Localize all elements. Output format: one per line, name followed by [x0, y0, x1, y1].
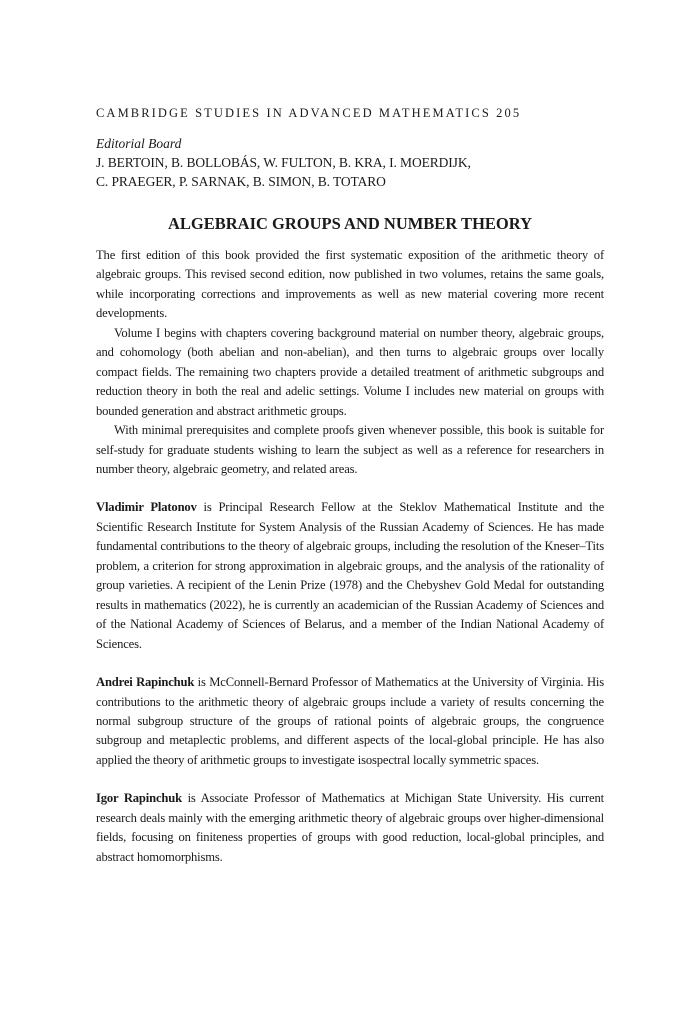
description-paragraph-2: Volume I begins with chapters covering background material on number theory, algebraic groups, and cohomology (both abelian and non-abelian), and then turns to algebraic groups over locally compact fields. The remaining two chapters provide a detailed treatment of arithmetic subgroups and reduction theory in both the real and adelic settings. Volume I includes new material on groups with bounded generation and abstract arithmetic groups. [96, 325, 604, 418]
description-paragraph-3: With minimal prerequisites and complete proofs given whenever possible, this book is suitable for self-study for graduate students wishing to learn the subject as well as a reference for researchers in number theory, algebraic geometry, and related areas. [96, 423, 604, 476]
author-bio-platonov [96, 498, 604, 654]
series-title: CAMBRIDGE STUDIES IN ADVANCED MATHEMATICS 205 [96, 106, 522, 120]
description-paragraph-1: The first edition of this book provided the first systematic exposition of the arithmetic theory of algebraic groups. This revised second edition, now published in two volumes, retains the same goals, while incorporating corrections and improvements as well as new material covering more recent developments. [96, 248, 604, 321]
author-name: Andrei Rapinchuk [96, 675, 195, 690]
author-name: Igor Rapinchuk [96, 791, 182, 806]
editorial-board-line-2: C. PRAEGER, P. SARNAK, B. SIMON, B. TOTARO [96, 174, 386, 189]
author-bio-text: is Principal Research Fellow at the Steklov Mathematical Institute and the Scientific Research Institute for System Analysis of the Russian Academy of Sciences. He has made fundamental contributions to the theory of algebraic groups, including the resolution of the Kneser–Tits problem, a criterion for strong approximation in algebraic groups, and the analysis of the rationality of group varieties. A recipient of the Lenin Prize (1978) and the Chebyshev Gold Medal for outstanding results in mathematics (2022), he is currently an academician of the Russian Academy of Sciences and of the National Academy of Sciences of Belarus, and a member of the Indian National Academy of Sciences. [96, 500, 605, 651]
editorial-board-heading: Editorial Board [96, 136, 182, 151]
author-name: Vladimir Platonov [96, 500, 197, 515]
author-bio-igor-rapinchuk [96, 789, 604, 867]
author-bio-text: is McConnell-Bernard Professor of Mathematics at the University of Virginia. His contributions to the arithmetic theory of algebraic groups include a variety of results concerning the normal subgroup structure of the groups of rational points of algebraic groups, the congruence subgroup and metaplectic problems, and different aspects of the local-global principle. He has also applied the theory of arithmetic groups to investigate isospectral locally symmetric spaces. [96, 675, 604, 767]
author-bio-text: is Associate Professor of Mathematics at Michigan State University. His current research deals mainly with the emerging arithmetic theory of algebraic groups over higher-dimensional fields, focusing on finiteness properties of groups with good reduction, local-global principles, and abstract homomorphisms. [96, 791, 604, 864]
book-title: ALGEBRAIC GROUPS AND NUMBER THEORY [168, 214, 532, 233]
body-text [96, 246, 604, 867]
author-bio-andrei-rapinchuk [96, 673, 604, 770]
editorial-board-line-1: J. BERTOIN, B. BOLLOBÁS, W. FULTON, B. KRA, I. MOERDIJK, [96, 155, 471, 170]
